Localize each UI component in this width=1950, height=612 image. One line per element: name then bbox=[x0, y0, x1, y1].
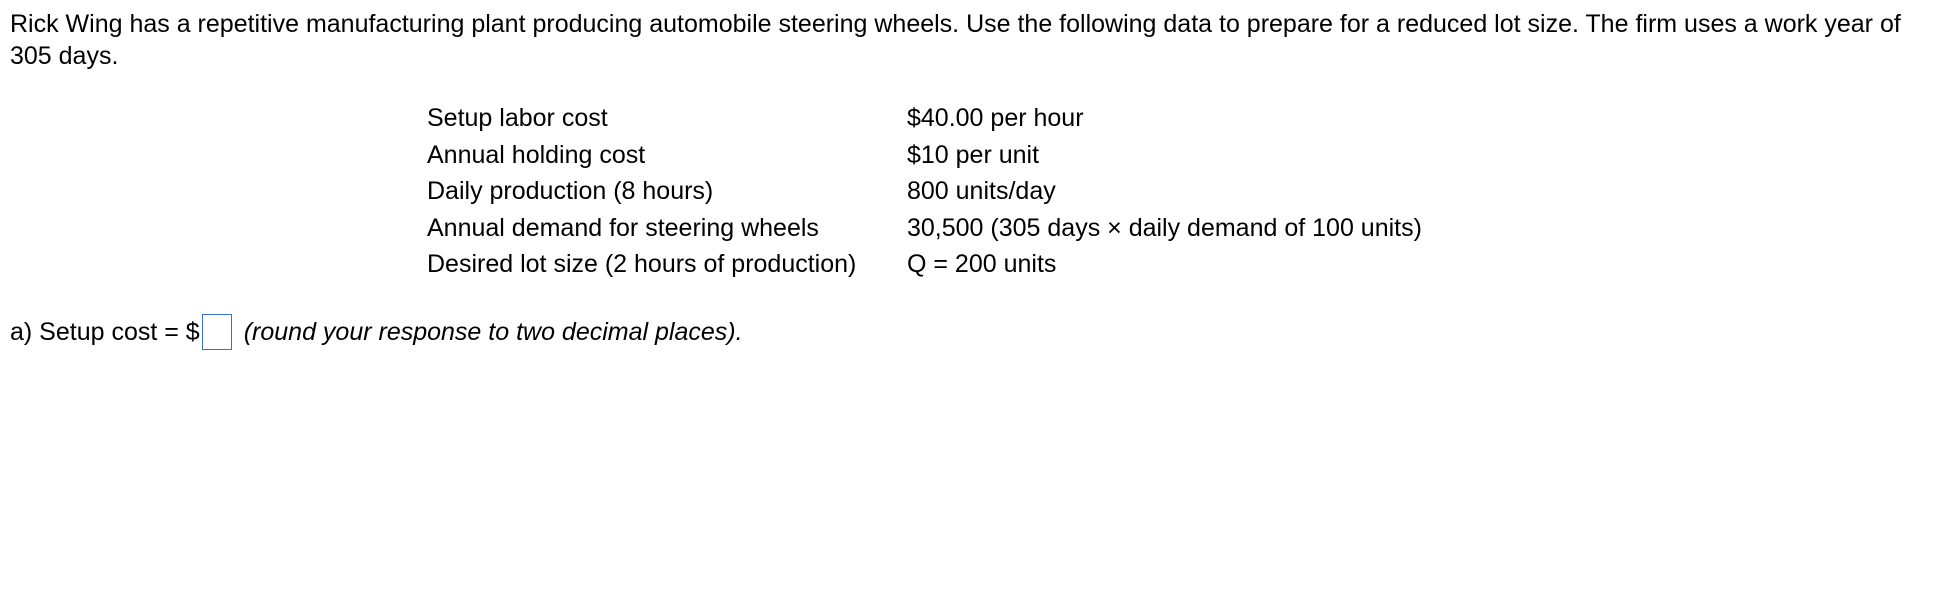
table-row bbox=[427, 246, 1422, 283]
row-value: $10 per unit bbox=[907, 140, 1040, 169]
table-row bbox=[427, 100, 1422, 137]
row-value: $40.00 per hour bbox=[907, 104, 1084, 132]
row-value: 800 units/day bbox=[907, 177, 1056, 205]
table-row bbox=[427, 137, 1422, 174]
row-value: Q = 200 units bbox=[907, 250, 1057, 278]
table-row bbox=[427, 210, 1422, 247]
question-a-prefix: a) Setup cost = $ bbox=[10, 318, 200, 346]
row-label: Annual demand for steering wheels bbox=[427, 213, 819, 242]
row-label: Daily production (8 hours) bbox=[427, 177, 714, 205]
row-label: Setup labor cost bbox=[427, 104, 608, 132]
setup-cost-input[interactable] bbox=[202, 314, 232, 350]
row-label: Desired lot size (2 hours of production) bbox=[427, 250, 857, 278]
rounding-hint: (round your response to two decimal places). bbox=[243, 318, 743, 346]
question-a bbox=[10, 312, 743, 352]
data-table bbox=[427, 100, 1422, 283]
row-label: Annual holding cost bbox=[427, 140, 646, 169]
table-row bbox=[427, 173, 1422, 210]
problem-statement: Rick Wing has a repetitive manufacturing plant producing automobile steering wheels. Use the following data to prepare for a reduced lot size. The firm uses a work year of 305 days. bbox=[10, 10, 1901, 70]
row-value: 30,500 (305 days × daily demand of 100 units) bbox=[907, 213, 1422, 242]
